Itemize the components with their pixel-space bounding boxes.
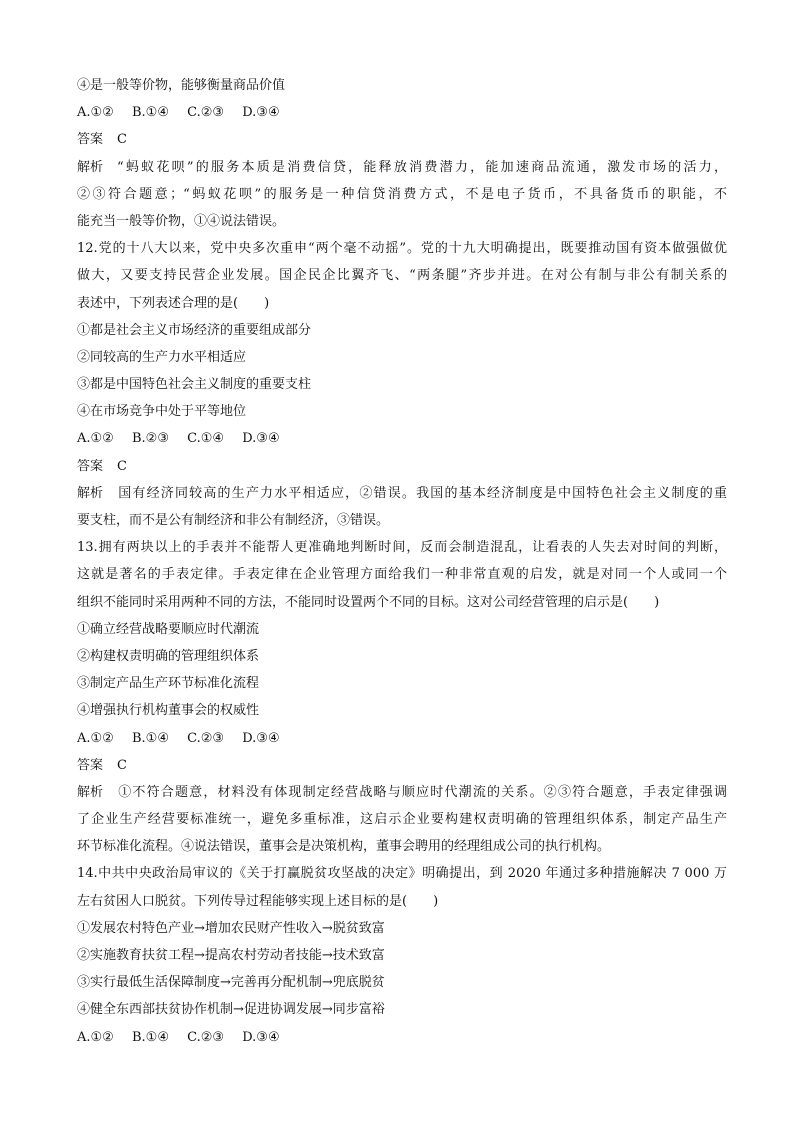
analysis-line: 要支柱，而不是公有制经济和非公有制经济，③错误。 <box>77 513 390 528</box>
option-d: D.③④ <box>242 1029 280 1045</box>
analysis-label: 解析 <box>77 485 104 501</box>
question-stem: 表述中，下列表述合理的是( ) <box>77 295 270 311</box>
question-12 <box>77 235 727 534</box>
answer-value: C <box>117 132 127 148</box>
option-item-4: ④在市场竞争中处于平等地位 <box>77 404 247 420</box>
analysis-line <box>77 480 727 507</box>
option-item-3: ③实行最低生活保障制度→完善再分配机制→兜底脱贫 <box>77 975 385 991</box>
answer-line <box>77 453 727 480</box>
answer-value: C <box>117 757 127 773</box>
analysis-line: 能充当一般等价物，①④说法错误。 <box>77 213 286 229</box>
option-a: A.①② <box>77 105 114 121</box>
answer-line <box>77 752 727 779</box>
option-b: B.②③ <box>131 431 169 447</box>
option-item-1: ①都是社会主义市场经济的重要组成部分 <box>77 322 312 338</box>
option-item-4: ④健全东西部扶贫协作机制→促进协调发展→同步富裕 <box>77 1002 385 1018</box>
answer-options <box>77 1024 727 1051</box>
analysis-label: 解析 <box>77 784 104 800</box>
answer-line <box>77 126 727 153</box>
answer-options <box>77 99 727 126</box>
option-item-4: ④增强执行机构董事会的权威性 <box>77 703 260 719</box>
analysis-text: “蚂蚁花呗”的服务本质是消费信贷，能释放消费潜力，能加速商品流通，激发市场的活力， <box>117 159 727 175</box>
option-item-1: ①确立经营战略要顺应时代潮流 <box>77 621 260 637</box>
answer-options <box>77 725 727 752</box>
analysis-text: ①不符合题意，材料没有体现制定经营战略与顺应时代潮流的关系。②③符合题意，手表定律强调 <box>117 784 727 800</box>
question-stem: 14.中共中央政治局审议的《关于打赢脱贫攻坚战的决定》明确提出，到 2020 年通过多种措施解决 7 000 万 <box>77 866 727 882</box>
analysis-line: 了企业生产经营要标准统一，避免多重标准，这启示企业要构建权责明确的管理组织体系，制定产品生产 <box>77 812 727 828</box>
option-b: B.①④ <box>131 730 169 746</box>
question-stem: 左右贫困人口脱贫。下列传导过程能够实现上述目标的是( ) <box>77 893 439 909</box>
question-stem: 这就是著名的手表定律。手表定律在企业管理方面给我们一种非常直观的启发，就是对同一个人或同一个 <box>77 567 727 583</box>
option-item-2: ②构建权责明确的管理组织体系 <box>77 648 260 664</box>
option-b: B.①④ <box>131 1029 169 1045</box>
question-14 <box>77 860 727 1050</box>
option-item-2: ②同较高的生产力水平相适应 <box>77 349 247 365</box>
option-c: C.②③ <box>187 1029 225 1045</box>
question-stem: 13.拥有两块以上的手表并不能帮人更准确地判断时间，反而会制造混乱，让看表的人失去对时间的判断， <box>77 540 727 556</box>
analysis-text: 国有经济同较高的生产力水平相适应，②错误。我国的基本经济制度是中国特色社会主义制度的重 <box>117 485 727 501</box>
answer-options <box>77 425 727 452</box>
answer-label: 答案 <box>77 757 104 773</box>
question-stem: 12.党的十八大以来，党中央多次重申“两个毫不动摇”。党的十九大明确提出，既要推动国有资本做强做优 <box>77 241 727 257</box>
answer-label: 答案 <box>77 132 104 148</box>
analysis-line: ②③符合题意；“蚂蚁花呗”的服务是一种信贷消费方式，不是电子货币，不具备货币的职能，不 <box>77 186 727 202</box>
answer-label: 答案 <box>77 458 104 474</box>
question-11 <box>77 72 727 235</box>
document-page <box>77 72 727 1051</box>
option-d: D.③④ <box>242 105 280 121</box>
option-d: D.③④ <box>242 730 280 746</box>
option-item-1: ①发展农村特色产业→增加农民财产性收入→脱贫致富 <box>77 920 385 936</box>
option-a: A.①② <box>77 431 114 447</box>
option-item-4: ④是一般等价物，能够衡量商品价值 <box>77 78 286 93</box>
option-a: A.①② <box>77 1029 114 1045</box>
question-stem: 组织不能同时采用两种不同的方法，不能同时设置两个不同的目标。这对公司经营管理的启示是( ) <box>77 594 660 610</box>
option-item-3: ③都是中国特色社会主义制度的重要支柱 <box>77 377 312 393</box>
option-a: A.①② <box>77 730 114 746</box>
option-b: B.①④ <box>131 105 169 121</box>
analysis-line: 环节标准化流程。④说法错误，董事会是决策机构，董事会聘用的经理组成公司的执行机构。 <box>77 839 611 855</box>
answer-value: C <box>117 458 127 474</box>
option-item-3: ③制定产品生产环节标准化流程 <box>77 676 260 692</box>
question-13 <box>77 534 727 860</box>
option-c: C.②③ <box>187 730 225 746</box>
option-item-2: ②实施教育扶贫工程→提高农村劳动者技能→技术致富 <box>77 948 385 963</box>
analysis-line <box>77 154 727 181</box>
analysis-label: 解析 <box>77 159 104 175</box>
question-stem: 做大，又要支持民营企业发展。国企民企比翼齐飞、“两条腿”齐步并进。在对公有制与非公有制关系的 <box>77 268 727 284</box>
analysis-line <box>77 779 727 806</box>
option-c: C.①④ <box>187 431 225 447</box>
option-d: D.③④ <box>242 431 280 447</box>
option-c: C.②③ <box>187 105 225 121</box>
